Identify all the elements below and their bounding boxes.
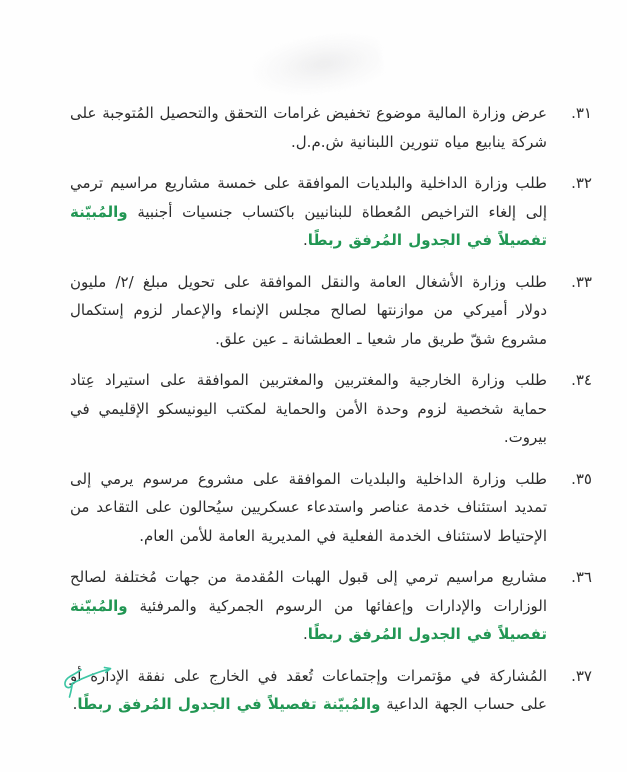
- item-number: ٣٣.: [571, 272, 592, 291]
- item-number: ٣١.: [571, 104, 592, 122]
- agenda-item: [70, 465, 592, 551]
- item-text-highlight-green: والمُبيّنة تفصيلاً في الجدول المُرفق ربطًا: [77, 695, 381, 713]
- item-number: ٣٥.: [571, 469, 592, 488]
- item-text: [70, 169, 547, 255]
- item-text-segment: طلب وزارة الداخلية والبلديات الموافقة على خمسة مشاريع مراسيم ترمي إلى إلغاء التراخيص المُعطاة للبنانيين باكتساب جنسيات أجنبية: [70, 174, 547, 221]
- item-text-segment: .: [303, 231, 308, 249]
- agenda-item: [70, 169, 592, 255]
- item-text-highlight-green: والمُبيّنة تفصيلاً في الجدول المُرفق ربطًا: [70, 202, 547, 249]
- agenda-item: [70, 563, 592, 649]
- item-text-segment: طلب وزارة الخارجية والمغتربين والمغتربين الموافقة على استيراد عِتاد حماية شخصية لزوم وحدة الأمن والحماية لمكتب اليونيسكو الإقليمي في بيروت.: [70, 371, 547, 446]
- item-text: [70, 465, 547, 551]
- agenda-item: [70, 99, 592, 156]
- item-text-highlight-green: والمُبيّنة تفصيلاً في الجدول المُرفق ربطًا: [70, 596, 547, 643]
- agenda-item: [70, 268, 592, 354]
- item-text: [70, 662, 547, 719]
- item-text-segment: طلب وزارة الأشغال العامة والنقل الموافقة على تحويل مبلغ /٢/ مليون دولار أميركي من موازنتها لصالح مجلس الإنماء والإعمار لزوم إستكمال مشروع شقّ طريق مار شعيا ـ العطشانة ـ عين علق.: [70, 272, 547, 348]
- agenda-list: [70, 99, 592, 732]
- handwritten-signature-icon: [58, 662, 128, 708]
- item-text-segment: طلب وزارة الداخلية والبلديات الموافقة على مشروع مرسوم يرمي إلى تمديد استئناف خدمة عناصر واستدعاء عسكريين سيُحالون على التقاعد من الإحتياط لاستئناف الخدمة الفعلية في المديرية العامة للأمن العام.: [70, 469, 547, 545]
- item-text: [70, 563, 547, 649]
- item-text-segment: المُشاركة في مؤتمرات وإجتماعات تُعقد في الخارج على نفقة الإدارة أو على حساب الجهة الداعية: [70, 666, 547, 713]
- faint-stamp-watermark: [249, 27, 386, 103]
- item-number: ٣٢.: [571, 174, 592, 192]
- item-text-segment: عرض وزارة المالية موضوع تخفيض غرامات التحقق والتحصيل المُتوجبة على شركة ينابيع مياه تنورين اللبنانية ش.م.ل.: [70, 104, 547, 151]
- agenda-item: [70, 662, 592, 719]
- item-text: [70, 366, 547, 452]
- item-text-segment: .: [72, 695, 78, 713]
- item-text-segment: مشاريع مراسيم ترمي إلى قبول الهبات المُقدمة من جهات مُختلفة لصالح الوزارات والإدارات وإعفائها من الرسوم الجمركية والمرفئية: [70, 568, 547, 615]
- item-text-segment: .: [303, 625, 308, 643]
- item-number: ٣٦.: [571, 568, 592, 586]
- item-text: [70, 268, 547, 354]
- item-text: [70, 99, 547, 156]
- item-number: ٣٧.: [571, 666, 592, 685]
- item-number: ٣٤.: [571, 371, 592, 389]
- agenda-item: [70, 366, 592, 452]
